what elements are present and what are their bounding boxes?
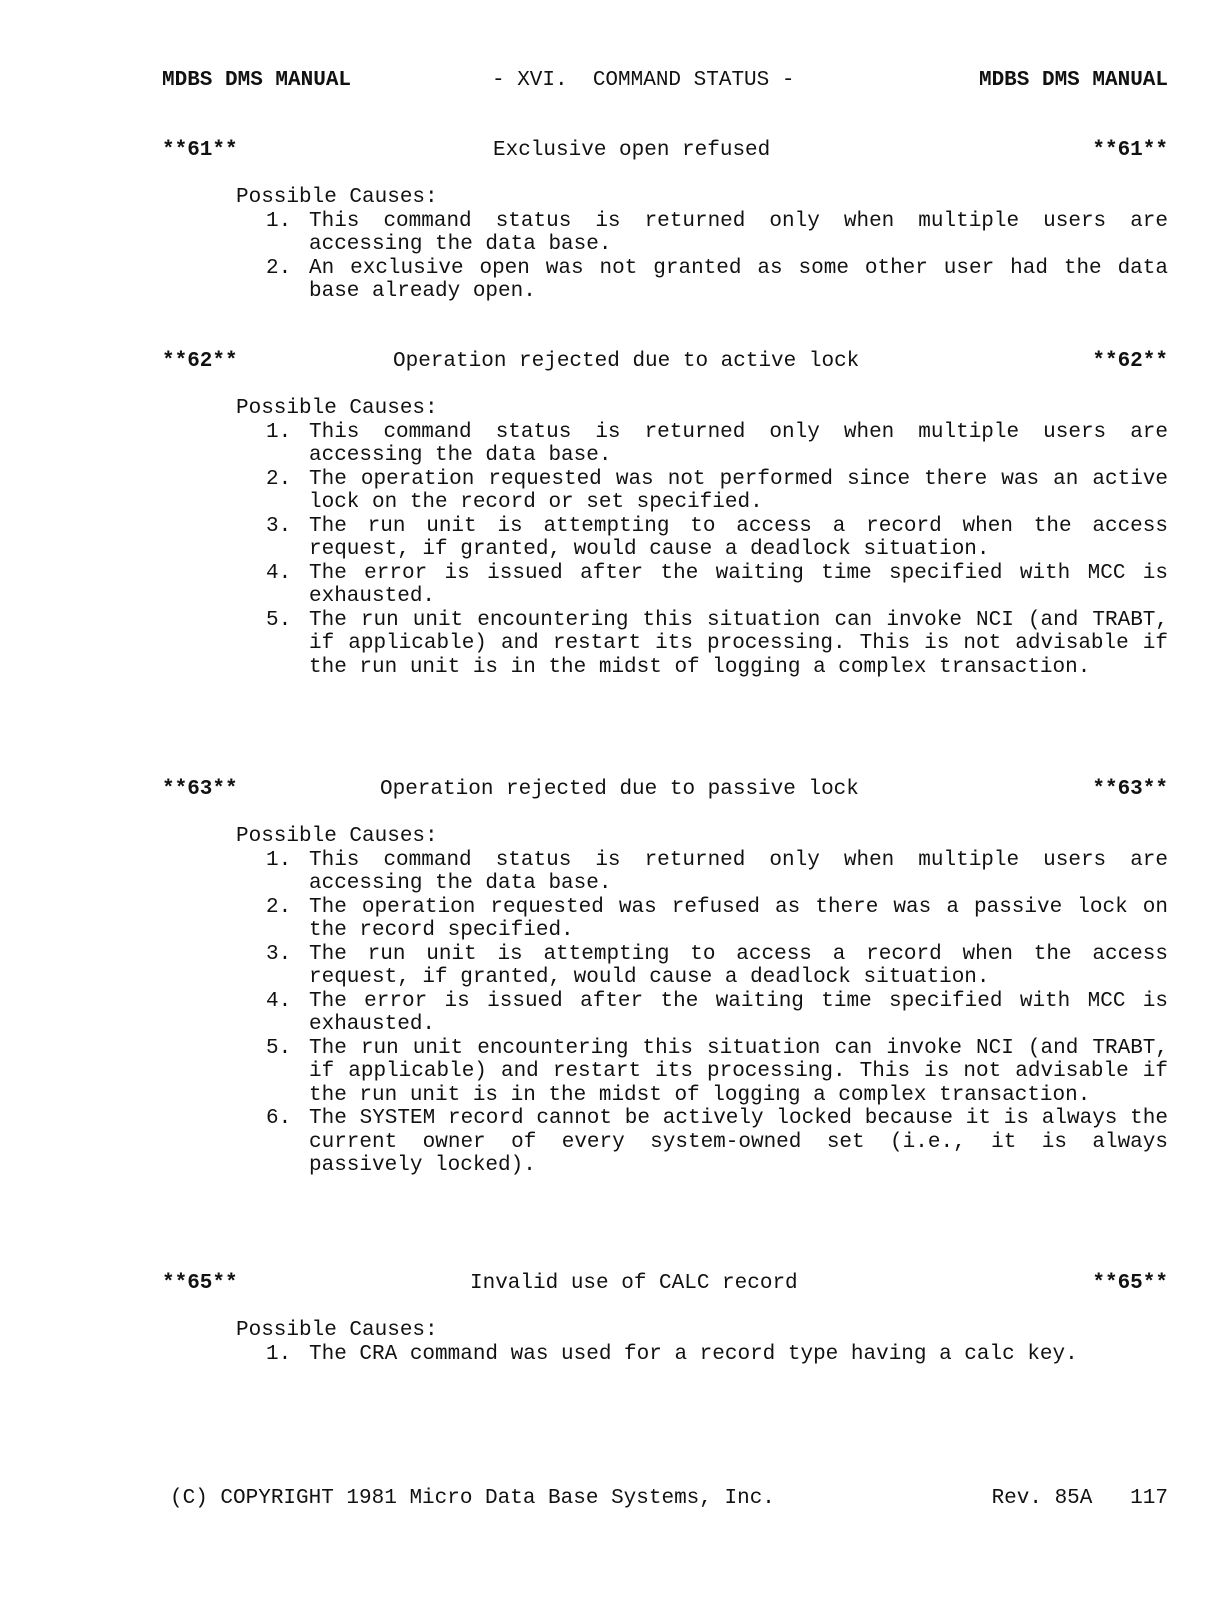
cause-item xyxy=(162,257,1168,304)
page-header xyxy=(162,66,1168,96)
status-section-62 xyxy=(162,347,1168,679)
cause-text: The operation requested was refused as there was a passive lock on the record specified. xyxy=(309,895,1168,942)
header-chapter-title: - XVI. COMMAND STATUS - xyxy=(492,69,795,92)
cause-item xyxy=(162,562,1168,609)
cause-number: 4. xyxy=(266,989,292,1013)
cause-text: An exclusive open was not granted as some other user had the data base already open. xyxy=(309,256,1168,303)
section-heading xyxy=(162,347,1168,377)
copyright-notice: (C) COPYRIGHT 1981 Micro Data Base Systems, Inc. xyxy=(170,1487,775,1510)
cause-text: The SYSTEM record cannot be actively locked because it is always the current owner of every system-owned set (i.e., it is always passively locked). xyxy=(309,1107,1168,1177)
cause-number: 2. xyxy=(266,256,292,280)
header-right-title: MDBS DMS MANUAL xyxy=(978,69,1168,92)
status-code-right: **65** xyxy=(1092,1272,1168,1295)
section-heading xyxy=(162,1269,1168,1299)
cause-item xyxy=(162,515,1168,562)
cause-text: The run unit encountering this situation can invoke NCI (and TRABT, if applicable) and restart its processing. This is not advisable if the run unit is in the midst of logging a complex transaction. xyxy=(309,608,1168,679)
cause-text: The error is issued after the waiting time specified with MCC is exhausted. xyxy=(309,561,1168,608)
cause-item xyxy=(162,896,1168,943)
status-code-right: **63** xyxy=(1092,778,1168,801)
cause-text: The CRA command was used for a record type having a calc key. xyxy=(309,1342,1078,1366)
status-section-65 xyxy=(162,1269,1168,1366)
revision-page-number: Rev. 85A 117 xyxy=(991,1487,1168,1510)
section-heading xyxy=(162,136,1168,166)
possible-causes-label: Possible Causes: xyxy=(236,397,438,420)
cause-number: 4. xyxy=(266,561,292,585)
status-code-left: **62** xyxy=(162,350,238,373)
possible-causes-label: Possible Causes: xyxy=(236,825,438,848)
possible-causes-label: Possible Causes: xyxy=(236,1319,438,1342)
cause-number: 1. xyxy=(266,1342,292,1366)
cause-text: The error is issued after the waiting time specified with MCC is exhausted. xyxy=(309,989,1168,1036)
cause-number: 3. xyxy=(266,514,292,538)
cause-item xyxy=(162,849,1168,896)
cause-item xyxy=(162,468,1168,515)
cause-item xyxy=(162,1107,1168,1178)
cause-item xyxy=(162,210,1168,257)
header-left-title: MDBS DMS MANUAL xyxy=(162,69,352,92)
cause-number: 1. xyxy=(266,420,292,444)
cause-item xyxy=(162,1037,1168,1108)
status-section-61 xyxy=(162,136,1168,304)
cause-text: This command status is returned only when multiple users are accessing the data base. xyxy=(309,848,1168,895)
cause-number: 6. xyxy=(266,1107,292,1130)
status-section-63 xyxy=(162,775,1168,1178)
status-code-left: **61** xyxy=(162,139,238,162)
cause-number: 3. xyxy=(266,942,292,966)
cause-number: 5. xyxy=(266,608,292,632)
cause-number: 5. xyxy=(266,1036,292,1060)
status-title: Invalid use of CALC record xyxy=(470,1272,798,1295)
status-code-right: **61** xyxy=(1092,139,1168,162)
cause-number: 2. xyxy=(266,467,292,491)
status-title: Operation rejected due to active lock xyxy=(393,350,860,373)
cause-text: The run unit is attempting to access a record when the access request, if granted, would cause a deadlock situation. xyxy=(309,514,1168,561)
cause-item xyxy=(162,943,1168,990)
cause-number: 1. xyxy=(266,848,292,872)
status-title: Exclusive open refused xyxy=(493,139,771,162)
page-footer xyxy=(170,1484,1168,1514)
section-heading xyxy=(162,775,1168,805)
cause-text: The run unit is attempting to access a record when the access request, if granted, would cause a deadlock situation. xyxy=(309,942,1168,989)
cause-item xyxy=(162,609,1168,680)
cause-text: The run unit encountering this situation can invoke NCI (and TRABT, if applicable) and restart its processing. This is not advisable if the run unit is in the midst of logging a complex transaction. xyxy=(309,1036,1168,1107)
cause-number: 2. xyxy=(266,895,292,919)
cause-item xyxy=(162,1343,1168,1367)
cause-number: 1. xyxy=(266,209,292,233)
status-code-right: **62** xyxy=(1092,350,1168,373)
cause-item xyxy=(162,990,1168,1037)
cause-text: The operation requested was not performed since there was an active lock on the record or set specified. xyxy=(309,467,1168,514)
cause-text: This command status is returned only when multiple users are accessing the data base. xyxy=(309,420,1168,467)
status-title: Operation rejected due to passive lock xyxy=(380,778,859,801)
cause-item xyxy=(162,421,1168,468)
status-code-left: **65** xyxy=(162,1272,238,1295)
status-code-left: **63** xyxy=(162,778,238,801)
cause-text: This command status is returned only when multiple users are accessing the data base. xyxy=(309,209,1168,256)
possible-causes-label: Possible Causes: xyxy=(236,186,438,209)
